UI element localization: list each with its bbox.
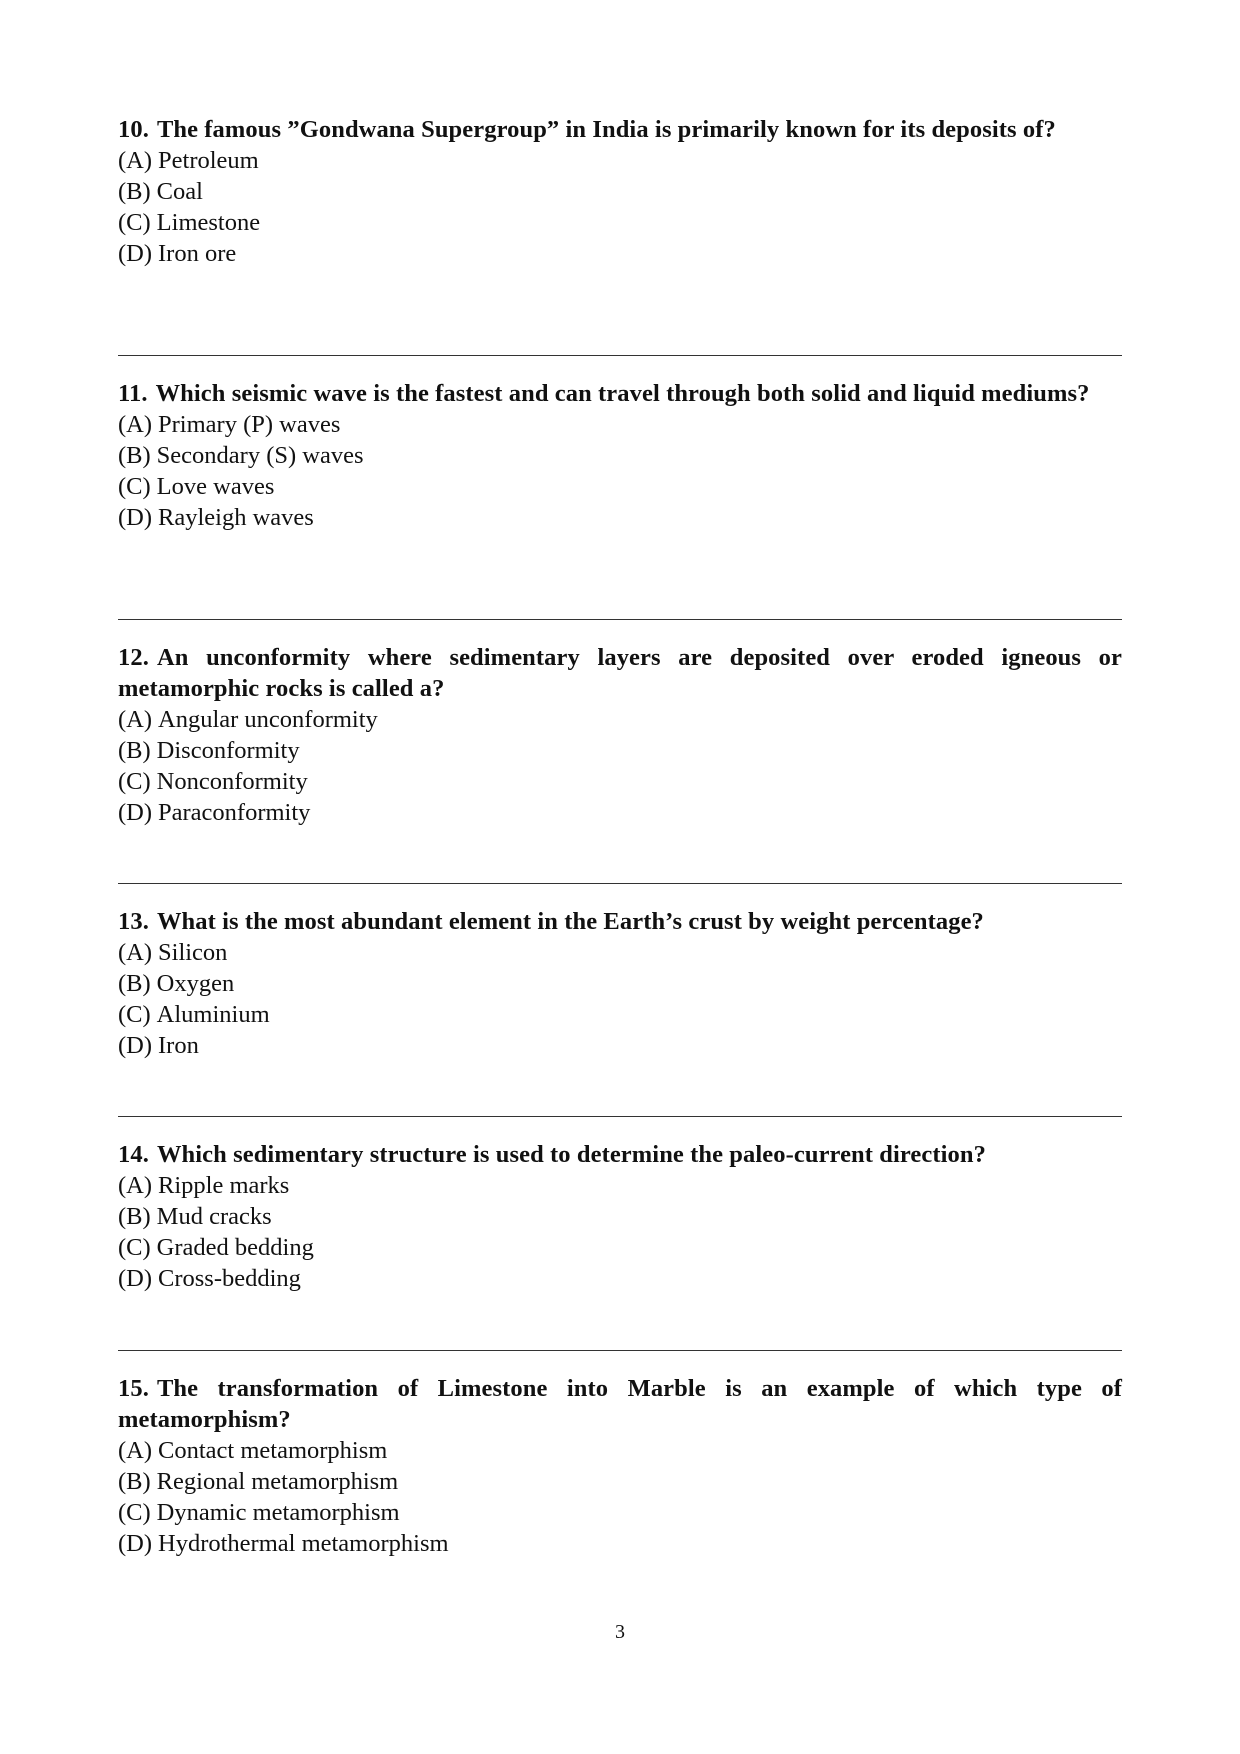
question-divider [118, 883, 1122, 884]
option-text: Primary (P) waves [158, 411, 341, 438]
option-d [118, 238, 1122, 269]
question-text [118, 114, 1122, 145]
option-a [118, 1170, 1122, 1201]
option-c [118, 766, 1122, 797]
question-14 [118, 1139, 1122, 1294]
option-text: Disconformity [156, 737, 300, 764]
option-list [118, 1435, 1122, 1559]
question-stem: The famous ”Gondwana Supergroup” in India is primarily known for its deposits of? [156, 116, 1056, 143]
question-divider [118, 619, 1122, 620]
option-text: Secondary (S) waves [156, 442, 364, 469]
option-d [118, 1528, 1122, 1559]
option-b [118, 735, 1122, 766]
option-d [118, 502, 1122, 533]
option-list [118, 1170, 1122, 1294]
option-text: Love waves [156, 473, 275, 500]
option-a [118, 1435, 1122, 1466]
option-text: Mud cracks [156, 1203, 272, 1230]
option-text: Angular unconformity [158, 706, 378, 733]
option-label: (B) [118, 1468, 151, 1495]
option-b [118, 176, 1122, 207]
option-label: (B) [118, 442, 151, 469]
option-text: Petroleum [158, 147, 259, 174]
option-d [118, 1263, 1122, 1294]
option-label: (D) [118, 240, 153, 267]
option-label: (D) [118, 1265, 153, 1292]
option-text: Ripple marks [158, 1172, 290, 1199]
question-number: 13. [118, 908, 149, 935]
option-list [118, 409, 1122, 533]
option-label: (B) [118, 1203, 151, 1230]
question-number: 12. [118, 644, 149, 671]
option-text: Dynamic metamorphism [156, 1499, 400, 1526]
option-label: (D) [118, 799, 153, 826]
option-text: Limestone [156, 209, 261, 236]
option-label: (D) [118, 1032, 153, 1059]
option-text: Aluminium [156, 1001, 270, 1028]
question-number: 15. [118, 1375, 149, 1402]
option-c [118, 471, 1122, 502]
option-d [118, 1030, 1122, 1061]
option-label: (C) [118, 209, 151, 236]
option-label: (A) [118, 706, 153, 733]
option-a [118, 409, 1122, 440]
question-stem: Which seismic wave is the fastest and can travel through both solid and liquid mediums? [155, 380, 1090, 407]
question-stem: An unconformity where sedimentary layers are deposited over eroded igneous or metamorphic rocks is called a? [118, 644, 1122, 702]
option-list [118, 704, 1122, 828]
option-c [118, 1232, 1122, 1263]
option-text: Iron [158, 1032, 199, 1059]
option-c [118, 999, 1122, 1030]
option-label: (A) [118, 1437, 153, 1464]
option-label: (C) [118, 1499, 151, 1526]
option-label: (C) [118, 473, 151, 500]
question-number: 10. [118, 116, 149, 143]
question-13 [118, 906, 1122, 1061]
option-label: (A) [118, 1172, 153, 1199]
question-text [118, 1373, 1122, 1435]
question-text [118, 642, 1122, 704]
option-label: (A) [118, 147, 153, 174]
option-label: (A) [118, 939, 153, 966]
option-c [118, 207, 1122, 238]
option-a [118, 145, 1122, 176]
question-15 [118, 1373, 1122, 1559]
option-label: (A) [118, 411, 153, 438]
option-a [118, 937, 1122, 968]
option-label: (D) [118, 504, 153, 531]
option-text: Paraconformity [158, 799, 311, 826]
option-label: (C) [118, 768, 151, 795]
question-divider [118, 1350, 1122, 1351]
option-label: (C) [118, 1234, 151, 1261]
option-text: Iron ore [158, 240, 237, 267]
question-divider [118, 1116, 1122, 1117]
option-label: (C) [118, 1001, 151, 1028]
page-number: 3 [615, 1621, 625, 1643]
question-stem: Which sedimentary structure is used to determine the paleo-current direction? [156, 1141, 986, 1168]
option-text: Oxygen [156, 970, 235, 997]
option-text: Graded bedding [156, 1234, 314, 1261]
option-b [118, 1466, 1122, 1497]
option-list [118, 145, 1122, 269]
option-text: Hydrothermal metamorphism [158, 1530, 449, 1557]
question-text [118, 378, 1122, 409]
option-text: Coal [156, 178, 203, 205]
question-text [118, 1139, 1122, 1170]
option-label: (B) [118, 970, 151, 997]
option-text: Rayleigh waves [158, 504, 314, 531]
question-text [118, 906, 1122, 937]
question-stem: What is the most abundant element in the Earth’s crust by weight percentage? [156, 908, 984, 935]
question-number: 11. [118, 380, 148, 407]
question-number: 14. [118, 1141, 149, 1168]
option-b [118, 1201, 1122, 1232]
question-stem: The transformation of Limestone into Marble is an example of which type of metamorphism? [118, 1375, 1122, 1433]
question-11 [118, 378, 1122, 533]
question-10 [118, 114, 1122, 269]
option-text: Contact metamorphism [158, 1437, 388, 1464]
question-divider [118, 355, 1122, 356]
option-d [118, 797, 1122, 828]
option-b [118, 440, 1122, 471]
option-a [118, 704, 1122, 735]
option-text: Regional metamorphism [156, 1468, 399, 1495]
option-text: Cross-bedding [158, 1265, 301, 1292]
option-text: Silicon [158, 939, 228, 966]
question-12 [118, 642, 1122, 828]
option-text: Nonconformity [156, 768, 308, 795]
option-label: (B) [118, 178, 151, 205]
option-label: (D) [118, 1530, 153, 1557]
option-c [118, 1497, 1122, 1528]
option-b [118, 968, 1122, 999]
option-list [118, 937, 1122, 1061]
option-label: (B) [118, 737, 151, 764]
